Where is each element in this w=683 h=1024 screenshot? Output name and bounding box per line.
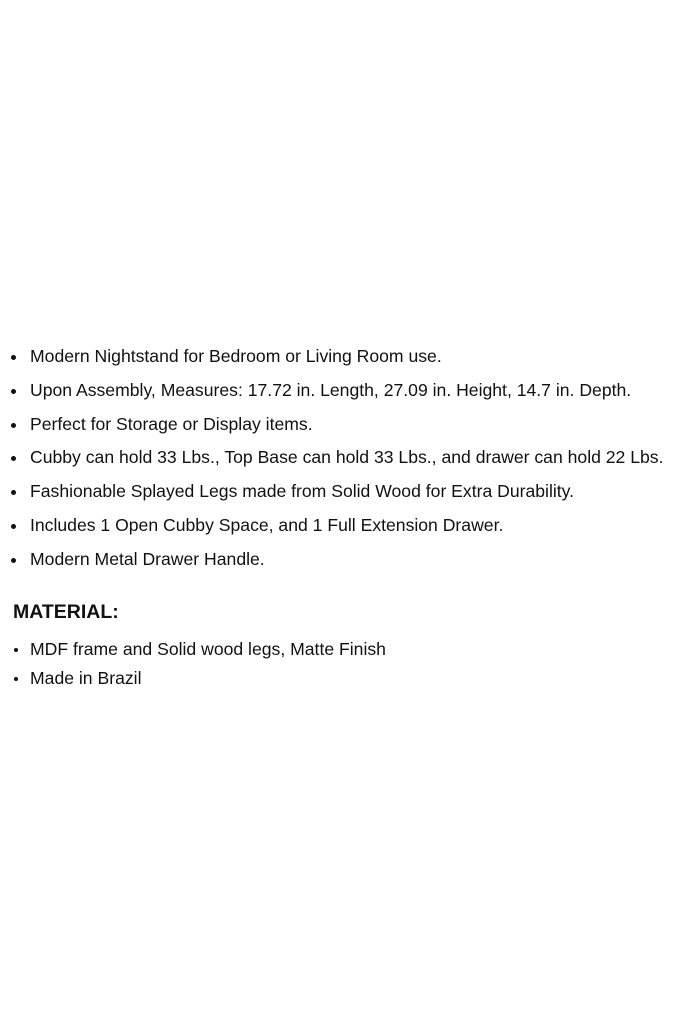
- material-heading: MATERIAL:: [13, 600, 119, 623]
- list-item: Fashionable Splayed Legs made from Solid Wood for Extra Durability.: [0, 475, 683, 509]
- material-list: [0, 635, 683, 694]
- list-item: Includes 1 Open Cubby Space, and 1 Full Extension Drawer.: [0, 509, 683, 543]
- list-item: Upon Assembly, Measures: 17.72 in. Length, 27.09 in. Height, 14.7 in. Depth.: [0, 374, 683, 408]
- list-item: MDF frame and Solid wood legs, Matte Finish: [0, 635, 683, 665]
- list-item: Perfect for Storage or Display items.: [0, 408, 683, 442]
- features-list: [0, 340, 683, 577]
- product-description: [0, 340, 683, 694]
- list-item: Modern Nightstand for Bedroom or Living Room use.: [0, 340, 683, 374]
- list-item: Cubby can hold 33 Lbs., Top Base can hold 33 Lbs., and drawer can hold 22 Lbs.: [0, 441, 683, 475]
- list-item: Modern Metal Drawer Handle.: [0, 543, 683, 577]
- list-item: Made in Brazil: [0, 664, 683, 694]
